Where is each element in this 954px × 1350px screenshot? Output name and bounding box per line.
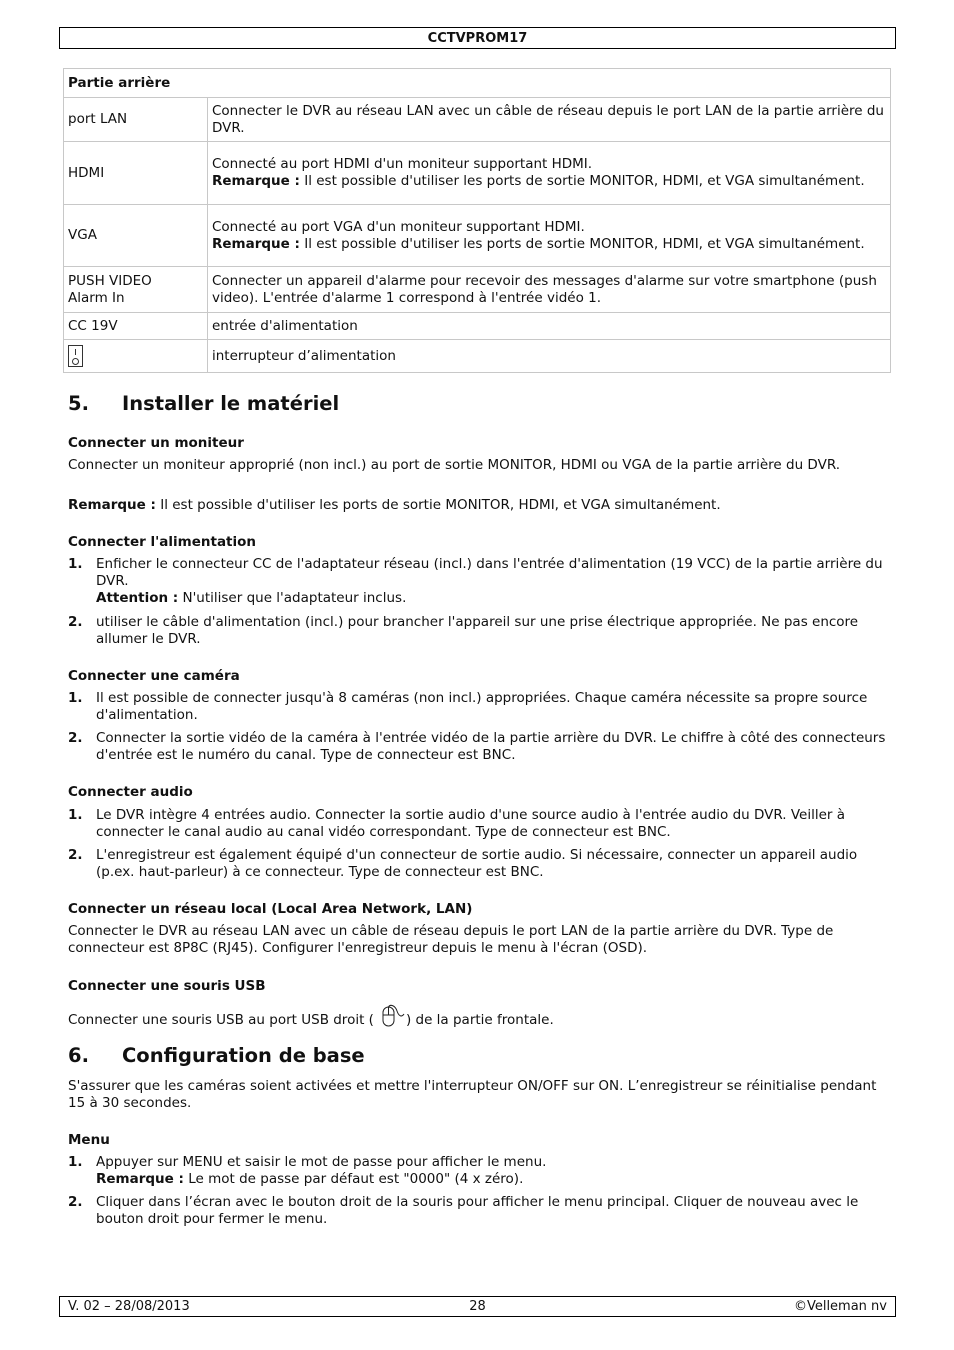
section-title: Installer le matériel bbox=[122, 392, 340, 415]
row-label: port LAN bbox=[64, 98, 208, 142]
table-row bbox=[64, 98, 891, 142]
menu-heading: Menu bbox=[68, 1132, 110, 1148]
table-row bbox=[64, 205, 891, 267]
document-header bbox=[59, 27, 896, 49]
item-number: 2. bbox=[68, 730, 83, 746]
list-item bbox=[68, 847, 890, 881]
table-row bbox=[64, 142, 891, 205]
rear-panel-table bbox=[63, 68, 891, 373]
row-note bbox=[212, 173, 886, 190]
list-item bbox=[68, 690, 890, 724]
table-row bbox=[64, 69, 891, 98]
lan-text: Connecter le DVR au réseau LAN avec un câble de réseau depuis le port LAN de la partie arrière du DVR. Type de connecteur est 8P8C (RJ45). Configurer l'enregistreur depuis le menu à l'écran (OSD). bbox=[68, 923, 834, 956]
item-note bbox=[96, 590, 890, 607]
note-label: Remarque : bbox=[212, 235, 300, 252]
monitor-heading: Connecter un moniteur bbox=[68, 435, 244, 451]
item-text: Le DVR intègre 4 entrées audio. Connecter la sortie audio d'une source audio à l'entrée audio du DVR. Veiller à connecter le canal audio au canal vidéo correspondant. Type de connecteur est BNC. bbox=[96, 807, 846, 840]
item-number: 1. bbox=[68, 690, 83, 706]
item-number: 2. bbox=[68, 847, 83, 863]
page-number: 28 bbox=[469, 1299, 486, 1314]
mouse-text-after: ) de la partie frontale. bbox=[405, 1012, 554, 1028]
section-6-heading bbox=[68, 1044, 365, 1068]
item-text: Connecter la sortie vidéo de la caméra à l'entrée vidéo de la partie arrière du DVR. Le chiffre à côté des connecteurs d'entrée est le numéro du canal. Type de connecteur est BNC. bbox=[96, 730, 886, 763]
monitor-text: Connecter un moniteur approprié (non incl.) au port de sortie MONITOR, HDMI ou VGA de la partie arrière du DVR. bbox=[68, 457, 841, 473]
mouse-heading: Connecter une souris USB bbox=[68, 978, 266, 994]
section-5-heading bbox=[68, 392, 339, 416]
label-line: Alarm In bbox=[68, 289, 125, 306]
mouse-text bbox=[68, 1004, 890, 1033]
item-text: Appuyer sur MENU et saisir le mot de passe pour afficher le menu. bbox=[96, 1154, 547, 1170]
row-note bbox=[212, 236, 886, 253]
version-date: V. 02 – 28/08/2013 bbox=[68, 1299, 190, 1314]
mouse-text-before: Connecter une souris USB au port USB droit ( bbox=[68, 1012, 374, 1028]
table-row bbox=[64, 340, 891, 373]
document-footer bbox=[59, 1296, 896, 1317]
list-item bbox=[68, 807, 890, 841]
item-text: utiliser le câble d'alimentation (incl.) pour brancher l'appareil sur une prise électrique appropriée. Ne pas encore allumer le DVR. bbox=[96, 614, 859, 647]
note-label: Remarque : bbox=[212, 173, 300, 189]
note-text: Il est possible d'utiliser les ports de sortie MONITOR, HDMI, et VGA simultanément. bbox=[299, 173, 865, 189]
note-text: Il est possible d'utiliser les ports de sortie MONITOR, HDMI, et VGA simultanément. bbox=[299, 235, 865, 252]
list-item bbox=[68, 1194, 890, 1228]
power-heading: Connecter l'alimentation bbox=[68, 534, 257, 550]
row-label: CC 19V bbox=[64, 313, 208, 340]
list-item bbox=[68, 1154, 890, 1188]
table-row bbox=[64, 313, 891, 340]
row-label bbox=[64, 340, 208, 373]
copyright: ©Velleman nv bbox=[793, 1299, 887, 1314]
audio-heading: Connecter audio bbox=[68, 784, 193, 800]
item-number: 1. bbox=[68, 556, 83, 572]
section-title: Configuration de base bbox=[122, 1044, 365, 1067]
note-label: Attention : bbox=[96, 590, 179, 606]
row-description: Connecter le DVR au réseau LAN avec un câble de réseau depuis le port LAN de la partie arrière du DVR. bbox=[208, 98, 891, 142]
list-item bbox=[68, 556, 890, 607]
row-label bbox=[64, 267, 208, 313]
table-row bbox=[64, 267, 891, 313]
mouse-icon bbox=[375, 1004, 405, 1030]
monitor-note bbox=[68, 497, 890, 514]
item-text: Enficher le connecteur CC de l'adaptateur réseau (incl.) dans l'entrée d'alimentation (19 VCC) de la partie arrière du DVR. bbox=[96, 556, 883, 589]
row-description bbox=[208, 205, 891, 267]
item-number: 2. bbox=[68, 614, 83, 630]
row-text: Connecté au port HDMI d'un moniteur supportant HDMI. bbox=[212, 156, 593, 172]
item-number: 2. bbox=[68, 1194, 83, 1210]
item-number: 1. bbox=[68, 1154, 83, 1170]
row-label: HDMI bbox=[64, 142, 208, 205]
note-text: Le mot de passe par défaut est "0000" (4 x zéro). bbox=[183, 1171, 524, 1187]
row-description: entrée d'alimentation bbox=[208, 313, 891, 340]
item-text: Cliquer dans l’écran avec le bouton droit de la souris pour afficher le menu principal. Cliquer de nouveau avec le bouton droit pour fermer le menu. bbox=[96, 1194, 859, 1227]
item-number: 1. bbox=[68, 807, 83, 823]
config-intro: S'assurer que les caméras soient activées et mettre l'interrupteur ON/OFF sur ON. L’enregistreur se réinitialise pendant 15 à 30 secondes. bbox=[68, 1078, 877, 1111]
header-title: CCTVPROM17 bbox=[427, 31, 528, 46]
section-number: 6. bbox=[68, 1044, 89, 1067]
row-description: interrupteur d’alimentation bbox=[208, 340, 891, 373]
table-heading: Partie arrière bbox=[64, 69, 891, 98]
note-text: N'utiliser que l'adaptateur inclus. bbox=[178, 590, 407, 606]
section-number: 5. bbox=[68, 392, 89, 415]
camera-heading: Connecter une caméra bbox=[68, 668, 240, 684]
item-note bbox=[96, 1171, 890, 1188]
power-switch-icon bbox=[68, 345, 83, 367]
row-label: VGA bbox=[64, 205, 208, 267]
row-description bbox=[208, 142, 891, 205]
item-text: L'enregistreur est également équipé d'un connecteur de sortie audio. Si nécessaire, connecter un appareil audio (p.ex. haut-parleur) à ce connecteur. Type de connecteur est BNC. bbox=[96, 847, 858, 880]
note-text: Il est possible d'utiliser les ports de sortie MONITOR, HDMI, et VGA simultanément. bbox=[155, 497, 721, 513]
list-item bbox=[68, 730, 890, 764]
item-text: Il est possible de connecter jusqu'à 8 caméras (non incl.) appropriées. Chaque caméra nécessite sa propre source d'alimentation. bbox=[96, 690, 868, 723]
note-label: Remarque : bbox=[68, 497, 156, 513]
note-label: Remarque : bbox=[96, 1171, 184, 1187]
row-description: Connecter un appareil d'alarme pour recevoir des messages d'alarme sur votre smartphone (push video). L'entrée d'alarme 1 correspond à l'entrée vidéo 1. bbox=[208, 267, 891, 313]
row-text: Connecté au port VGA d'un moniteur supportant HDMI. bbox=[212, 218, 585, 235]
lan-heading: Connecter un réseau local (Local Area Network, LAN) bbox=[68, 901, 473, 917]
label-line: PUSH VIDEO bbox=[68, 272, 152, 289]
list-item bbox=[68, 614, 890, 648]
